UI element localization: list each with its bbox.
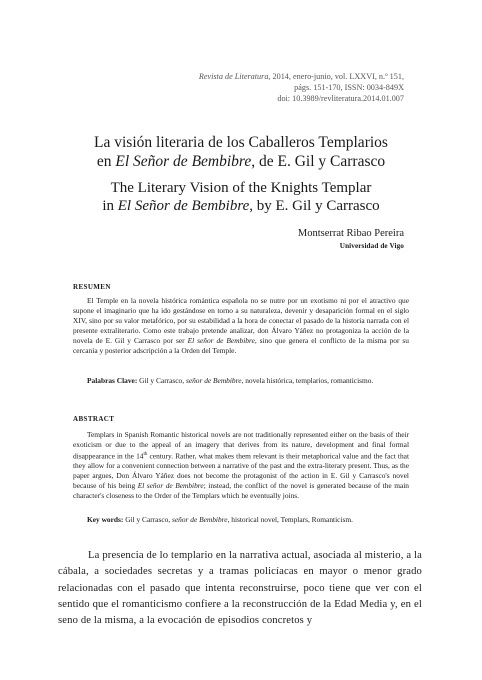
english-title-line1: The Literary Vision of the Knights Templar [110,180,372,196]
ordinal-suffix: th [143,451,148,457]
work-title: El Señor de Bembibre [117,198,250,214]
title-suffix: , by E. Gil y Carrasco [249,198,380,214]
keywords-text: Gil y Carrasco, [123,515,172,524]
body-paragraph: La presencia de lo templario en la narrativa actual, asociada al misterio, a la cábala, a sociedades secretas y a tramas policíacas en mayor o menor grado relacionadas con el pasado que intenta reconstruirse, poco tiene que ver con el sentido que el romanticismo confiere a la reconstrucción de la Edad Media y, en el seno de la misma, a la evocación de episodios concretos y [58,550,422,627]
resumen-keywords [73,376,409,386]
work-title: El señor de Bembibre [137,481,204,490]
abstract-body: Templars in Spanish Romantic historical novels are not traditionally represented either on the basis of their exoticism or due to the appeal of an imagery that derives from its nature, development and final formal disappearance in the 14 [73,430,409,461]
keywords-label: Palabras Clave: [87,376,138,385]
doi: doi: 10.3989/revliteratura.2014.01.007 [277,94,404,103]
body-text [58,548,422,629]
keywords-text-end: , historical novel, Templars, Romanticism. [227,515,353,524]
resumen-heading: RESUMEN [73,283,111,291]
title-prefix: in [102,198,118,214]
keywords-text: Gil y Carrasco, [137,376,186,385]
keywords-label: Key words: [87,515,124,524]
work-title: El señor de Bembibre [187,335,255,345]
resumen-body-end: , sino que genera el conflicto de la misma por su cercanía y posterior adscripción a la Orden del Temple. [73,335,409,355]
spanish-title [78,133,404,171]
keywords-text-end: , novela histórica, templarios, romanticismo. [241,376,374,385]
journal-header [199,71,404,104]
citation-line [199,71,404,82]
abstract-heading: ABSTRACT [73,415,115,423]
title-suffix: , de E. Gil y Carrasco [251,153,386,170]
work-title: señor de Bembibre [185,376,242,385]
pages-issn: págs. 151-170, ISSN: 0034-849X [294,83,404,92]
work-title: El Señor de Bembibre [115,153,252,170]
work-title: señor de Bembibre [172,515,228,524]
abstract-keywords [73,515,409,525]
abstract-body-end: ; instead, the conflict of the novel is generated because of the main character's closeness to the Order of the Templars which he eventually joins. [73,481,410,500]
spanish-title-line2 [78,152,404,171]
abstract-body-mid: century. Rather, what makes them relevant is their metaphorical value and the fact that they allow for a convenient connection between a narrative of the past and the extra-literary present. Thus, as the paper argues, Don Álvaro Yáñez does not become the protagonist of the action in E. Gil y Carrasco's novel because of his being [73,451,409,490]
citation-details: , 2014, enero-junio, vol. LXXVI, n.º 151, [268,72,404,81]
resumen-text [73,296,409,355]
title-prefix: en [96,153,116,170]
abstract-text [73,430,409,501]
author-affiliation: Universidad de Vigo [339,242,404,250]
resumen-body: El Temple en la novela histórica romántica española no se nutre por un exotismo ni por el atractivo que supone el imaginario que ha ido gestándose en torno a su naturaleza, devenir y desaparición formal en el siglo XIV, sino por su valor metafórico, por su estabilidad a la hora de conectar el pasado de la historia narrada con el presente extraliterario. Como este trabajo pretende analizar, don Álvaro Yáñez no protagoniza la acción de la novela de E. Gil y Carrasco por ser [73,296,409,345]
journal-name: Revista de Literatura [198,72,269,81]
spanish-title-line1: La visión literaria de los Caballeros Templarios [94,134,388,151]
english-title-line2 [78,197,404,215]
english-title [78,179,404,215]
author-name: Montserrat Ribao Pereira [297,228,404,239]
